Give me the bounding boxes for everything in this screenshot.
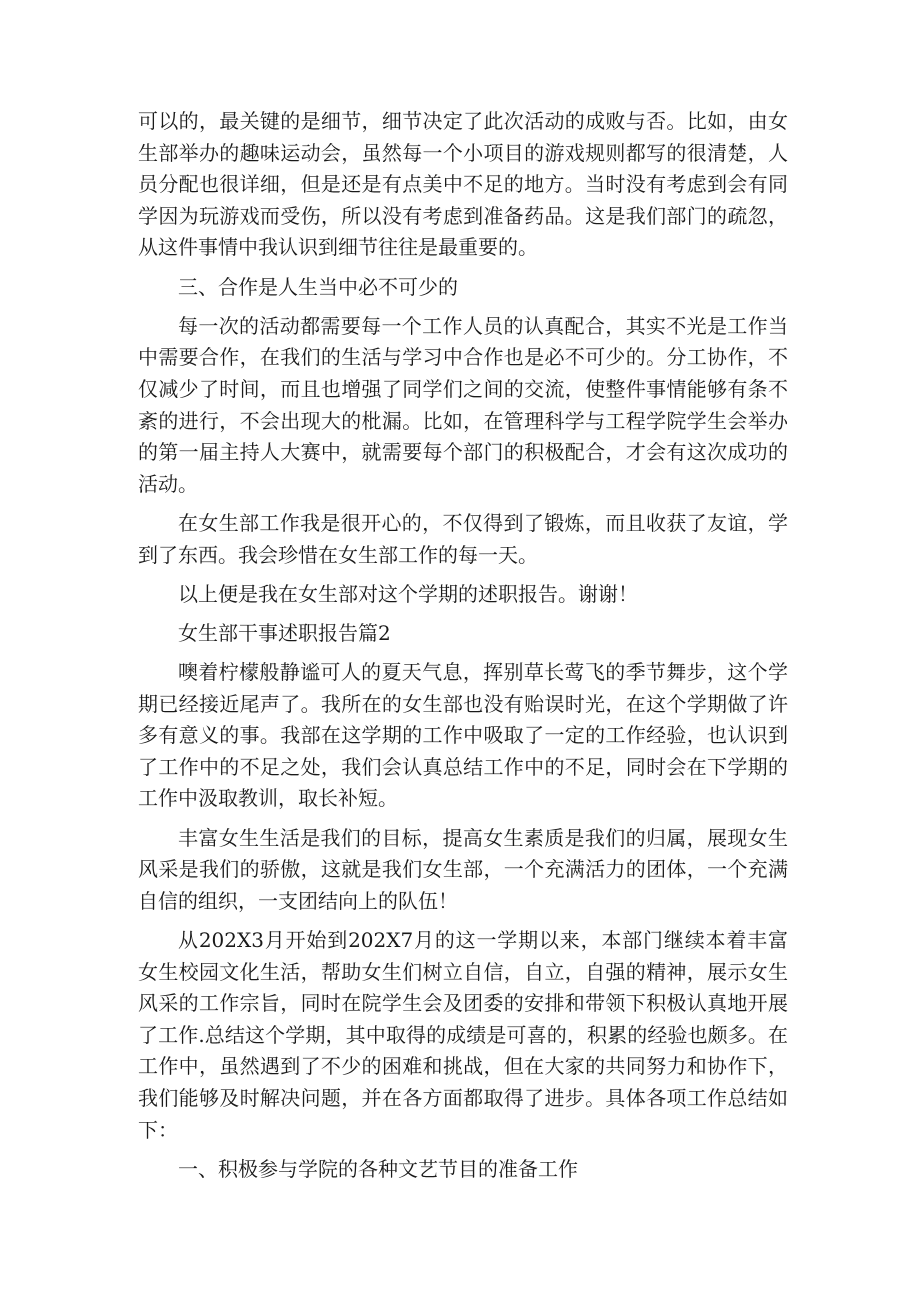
- section-heading-performances: 一、积极参与学院的各种文艺节目的准备工作: [178, 1156, 578, 1181]
- report-title-part2: 女生部干事述职报告篇2: [178, 620, 391, 645]
- paragraph-semester-summary: 从202X3月开始到202X7月的这一学期以来，本部门继续本着丰富女生校园文化生活，帮助女生们树立自信，自立，自强的精神，展示女生风采的工作宗旨，同时在院学生会及团委的安排和带领下积极认真地开展了工作.总结这个学期，其中取得的成绩是可喜的，积累的经验也颇多。在工作中，虽然遇到了不少的困难和挑战，但在大家的共同努力和协作下，我们能够及时解决问题，并在各方面都取得了进步。具体各项工作总结如下：: [138, 928, 788, 1142]
- document-page: [138, 106, 788, 1193]
- paragraph-closing-thanks: 以上便是我在女生部对这个学期的述职报告。谢谢！: [178, 581, 638, 606]
- paragraph-summer-intro: 噢着柠檬般静谧可人的夏天气息，挥别草长莺飞的季节舞步，这个学期已经接近尾声了。我所在的女生部也没有贻误时光，在这个学期做了许多有意义的事。我部在这学期的工作中吸取了一定的工作经验，也认识到了工作中的不足之处，我们会认真总结工作中的不足，同时会在下学期的工作中汲取教训，取长补短。: [138, 660, 788, 811]
- paragraph-happy-work: 在女生部工作我是很开心的，不仅得到了锻炼，而且收获了友谊，学到了东西。我会珍惜在女生部工作的每一天。: [138, 510, 788, 567]
- paragraph-cooperation: 每一次的活动都需要每一个工作人员的认真配合，其实不光是工作当中需要合作，在我们的生活与学习中合作也是必不可少的。分工协作，不仅减少了时间，而且也增强了同学们之间的交流，使整件事情能够有条不紊的进行，不会出现大的枇漏。比如，在管理科学与工程学院学生会举办的第一届主持人大赛中，就需要每个部门的积极配合，才会有这次成功的活动。: [138, 313, 788, 496]
- paragraph-goals: 丰富女生生活是我们的目标，提高女生素质是我们的归属，展现女生风采是我们的骄傲，这就是我们女生部，一个充满活力的团体，一个充满自信的组织，一支团结向上的队伍！: [138, 825, 788, 913]
- section-heading-cooperation: 三、合作是人生当中必不可少的: [178, 274, 458, 299]
- paragraph-details: 可以的，最关键的是细节，细节决定了此次活动的成败与否。比如，由女生部举办的趣味运动会，虽然每一个小项目的游戏规则都写的很清楚，人员分配也很详细，但是还是有点美中不足的地方。当时没有考虑到会有同学因为玩游戏而受伤，所以没有考虑到准备药品。这是我们部门的疏忽，从这件事情中我认识到细节往往是最重要的。: [138, 109, 788, 260]
